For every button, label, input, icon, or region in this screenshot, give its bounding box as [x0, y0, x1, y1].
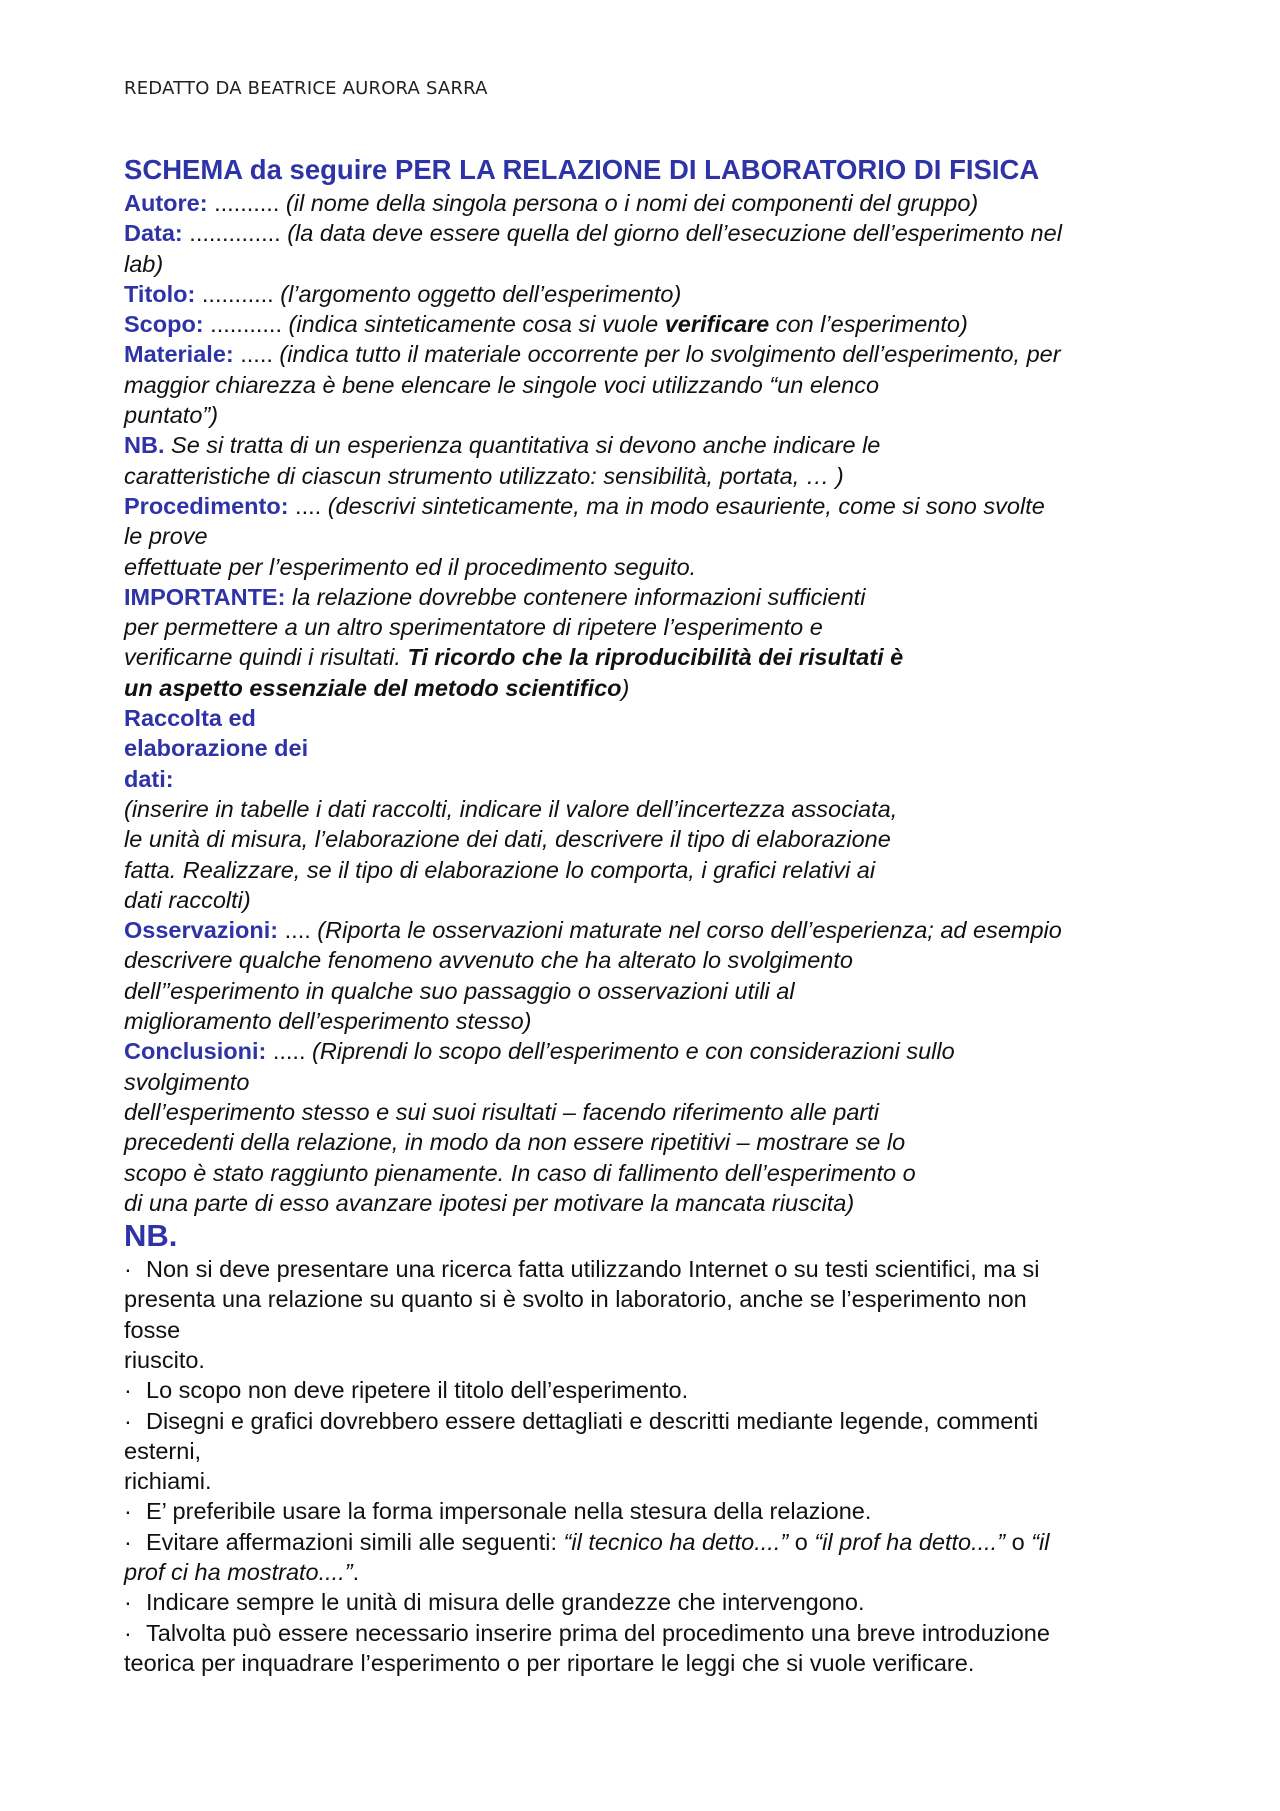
document-title: SCHEMA da seguire PER LA RELAZIONE DI LABORATORIO DI FISICA [124, 154, 1040, 185]
raccolta-text-line3: fatta. Realizzare, se il tipo di elaborazione lo comporta, i grafici relativi ai [124, 856, 876, 883]
note3-line1: Disegni e grafici dovrebbero essere dettagliati e descritti mediante legende, commenti [146, 1407, 1039, 1434]
note5-or1: o [788, 1528, 815, 1555]
importante-text-line3: verificarne quindi i risultati. [124, 644, 408, 671]
note3-line2: esterni, [124, 1437, 202, 1464]
section-nb-quantitativa [124, 430, 1184, 491]
note6: Indicare sempre le unità di misura delle grandezze che intervengono. [146, 1589, 865, 1616]
nb1-text-line2: caratteristiche di ciascun strumento utilizzato: sensibilità, portata, … ) [124, 462, 844, 489]
note1-line2: presenta una relazione su quanto si è svolto in laboratorio, anche se l’esperimento non [124, 1286, 1027, 1313]
list-item [124, 1527, 1184, 1557]
conclusioni-text-line2: svolgimento [124, 1068, 250, 1095]
osservazioni-dots: .... [278, 917, 311, 944]
raccolta-label-line3: dati: [124, 765, 174, 792]
bullet-icon: · [124, 1589, 132, 1616]
nb-notes-list [124, 1254, 1184, 1678]
list-item [124, 1254, 1184, 1284]
materiale-label: Materiale: [124, 341, 234, 368]
conclusioni-text-line6: di una parte di esso avanzare ipotesi per motivare la mancata riuscita) [124, 1189, 855, 1216]
bullet-icon: · [124, 1256, 132, 1283]
list-item [124, 1587, 1184, 1617]
note7-line2: teorica per inquadrare l’esperimento o per riportare le leggi che si vuole verificare. [124, 1649, 975, 1676]
importante-text-line4-bold: un aspetto essenziale del metodo scientifico [124, 674, 622, 701]
nb-heading: NB. [124, 1218, 178, 1254]
section-importante [124, 582, 1184, 703]
note4: E’ preferibile usare la forma impersonale nella stesura della relazione. [146, 1498, 872, 1525]
titolo-label: Titolo: [124, 280, 196, 307]
materiale-text-line1: (indica tutto il materiale occorrente per lo svolgimento dell’esperimento, per [272, 341, 1061, 368]
procedimento-text-line3: effettuate per l’esperimento ed il procedimento seguito. [124, 553, 697, 580]
section-titolo [124, 279, 1184, 309]
nb1-text-line1: Se si tratta di un esperienza quantitativa si devono anche indicare le [164, 432, 881, 459]
note1-line4: riuscito. [124, 1346, 205, 1373]
section-autore [124, 188, 1184, 218]
bullet-icon: · [124, 1619, 132, 1646]
bullet-icon: · [124, 1377, 132, 1404]
materiale-text-line2: maggior chiarezza è bene elencare le singole voci utilizzando “un elenco [124, 371, 880, 398]
data-text-line1: (la data deve essere quella del giorno dell’esecuzione dell’esperimento nel [280, 220, 1062, 247]
procedimento-text-line1: (descrivi sinteticamente, ma in modo esauriente, come si sono svolte [321, 492, 1045, 519]
note1-line3: fosse [124, 1316, 181, 1343]
autore-dots: .......... [207, 190, 280, 216]
section-materiale [124, 339, 1184, 430]
bullet-icon: · [124, 1528, 132, 1555]
conclusioni-text-line3: dell’esperimento stesso e sui suoi risultati – facendo riferimento alle parti [124, 1098, 879, 1125]
note5-quote1: “il tecnico ha detto....” [563, 1528, 789, 1555]
note5-or2: o [1005, 1528, 1032, 1555]
data-dots: .............. [182, 220, 281, 247]
materiale-dots: ..... [233, 341, 273, 368]
section-osservazioni [124, 915, 1184, 1036]
raccolta-text-line4: dati raccolti) [124, 886, 251, 913]
scopo-text-post: con l’esperimento) [769, 311, 968, 338]
scopo-text-pre: (indica sinteticamente cosa si vuole [282, 311, 665, 338]
scopo-text-bold: verificare [664, 311, 770, 338]
importante-text-line2: per permettere a un altro sperimentatore di ripetere l’esperimento e [124, 614, 823, 641]
note5-end: . [352, 1559, 360, 1586]
section-scopo [124, 309, 1184, 339]
bullet-icon: · [124, 1407, 132, 1434]
list-item [124, 1618, 1184, 1648]
section-data [124, 218, 1184, 279]
osservazioni-text-line2: descrivere qualche fenomeno avvenuto che ha alterato lo svolgimento [124, 947, 853, 974]
conclusioni-text-line1: (Riprendi lo scopo dell’esperimento e con considerazioni sullo [305, 1038, 955, 1065]
note5-pre: Evitare affermazioni simili alle seguenti: [146, 1528, 564, 1555]
raccolta-text-line1: (inserire in tabelle i dati raccolti, indicare il valore dell’incertezza associata, [124, 795, 898, 822]
note3-line3: richiami. [124, 1468, 212, 1495]
list-item [124, 1406, 1184, 1436]
data-text-line2: lab) [124, 250, 164, 277]
procedimento-dots: .... [288, 492, 322, 519]
note5-quote2: “il prof ha detto....” [814, 1528, 1006, 1555]
osservazioni-label: Osservazioni: [124, 917, 279, 944]
importante-text-line4-end: ) [621, 674, 630, 701]
autore-text: (il nome della singola persona o i nomi dei componenti del gruppo) [279, 190, 979, 216]
osservazioni-text-line4: miglioramento dell’esperimento stesso) [124, 1008, 532, 1035]
conclusioni-text-line5: scopo è stato raggiunto pienamente. In caso di fallimento dell’esperimento o [124, 1159, 916, 1186]
conclusioni-dots: ..... [266, 1038, 306, 1065]
raccolta-text-line2: le unità di misura, l’elaborazione dei dati, descrivere il tipo di elaborazione [124, 826, 891, 853]
conclusioni-label: Conclusioni: [124, 1038, 267, 1065]
raccolta-label-line2: elaborazione dei [124, 735, 309, 762]
document-body [124, 152, 1184, 1678]
raccolta-label-line1: Raccolta ed [124, 705, 256, 732]
section-raccolta-dati [124, 703, 1184, 915]
note5-quote3b: prof ci ha mostrato....” [124, 1559, 353, 1586]
nb1-label: NB. [124, 432, 165, 459]
section-conclusioni [124, 1036, 1184, 1218]
section-procedimento [124, 491, 1184, 582]
importante-label: IMPORTANTE: [124, 583, 286, 610]
procedimento-label: Procedimento: [124, 492, 289, 519]
list-item [124, 1496, 1184, 1526]
bullet-icon: · [124, 1498, 132, 1525]
list-item [124, 1375, 1184, 1405]
materiale-text-line3: puntato”) [124, 402, 219, 429]
titolo-dots: ........... [195, 280, 274, 307]
titolo-text: (l’argomento oggetto dell’esperimento) [273, 280, 682, 307]
data-label: Data: [124, 220, 183, 247]
procedimento-text-line2: le prove [124, 523, 208, 550]
osservazioni-text-line3: dell’’esperimento in qualche suo passaggio o osservazioni utili al [124, 977, 795, 1004]
osservazioni-text-line1: (Riporta le osservazioni maturate nel corso dell’esperienza; ad esempio [310, 917, 1062, 944]
importante-text-line1: la relazione dovrebbe contenere informazioni sufficienti [285, 583, 866, 610]
document-header-author: REDATTO DA BEATRICE AURORA SARRA [124, 78, 488, 99]
note1-line1: Non si deve presentare una ricerca fatta utilizzando Internet o su testi scientifici, ma si [146, 1256, 1040, 1283]
note7-line1: Talvolta può essere necessario inserire prima del procedimento una breve introduzione [146, 1619, 1050, 1646]
note2: Lo scopo non deve ripetere il titolo dell’esperimento. [146, 1377, 689, 1404]
scopo-label: Scopo: [124, 311, 204, 338]
note5-quote3a: “il [1031, 1528, 1050, 1555]
importante-text-line3-bold: Ti ricordo che la riproducibilità dei risultati è [407, 644, 904, 671]
autore-label: Autore: [124, 190, 208, 216]
conclusioni-text-line4: precedenti della relazione, in modo da non essere ripetitivi – mostrare se lo [124, 1129, 906, 1156]
scopo-dots: ........... [203, 311, 282, 338]
